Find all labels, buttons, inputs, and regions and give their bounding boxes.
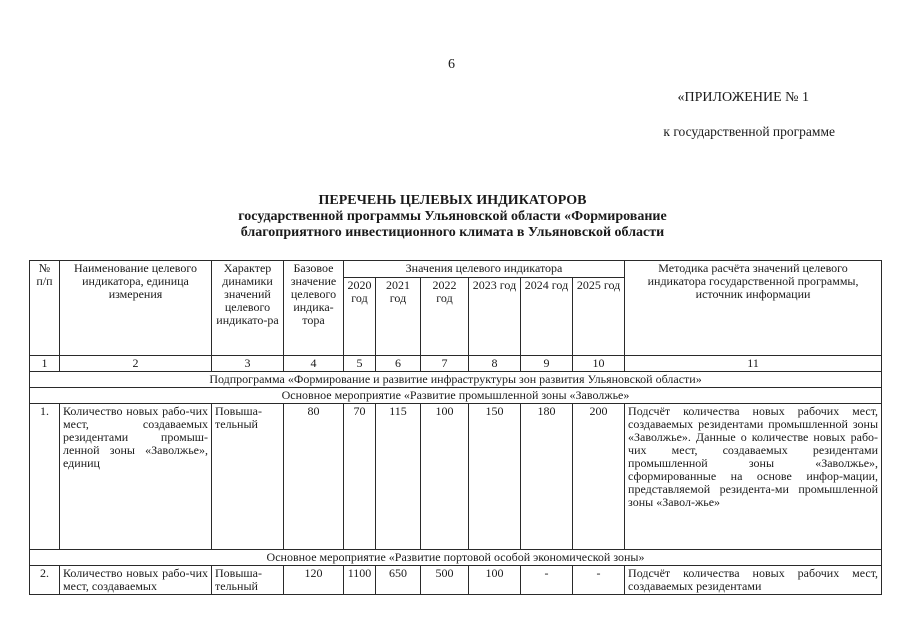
row-value: 650 bbox=[376, 566, 421, 595]
row-base: 120 bbox=[284, 566, 344, 595]
column-number: 10 bbox=[573, 356, 625, 372]
header-base: Базовое значение целевого индика-тора bbox=[284, 261, 344, 356]
row-name: Количество новых рабо-чих мест, создаваемых резидентами промыш-ленной зоны «Заволжье», единиц bbox=[60, 404, 212, 550]
row-num: 1. bbox=[30, 404, 60, 550]
row-value: 500 bbox=[421, 566, 469, 595]
header-year: 2025 год bbox=[573, 278, 625, 356]
row-base: 80 bbox=[284, 404, 344, 550]
header-year: 2020 год bbox=[344, 278, 376, 356]
header-year: 2022 год bbox=[421, 278, 469, 356]
activity-row bbox=[30, 550, 882, 566]
appendix-title: «ПРИЛОЖЕНИЕ № 1 bbox=[677, 90, 809, 105]
activity-row bbox=[30, 388, 882, 404]
activity-title: Основное мероприятие «Развитие портовой особой экономической зоны» bbox=[30, 550, 882, 566]
appendix-subtitle: к государственной программе bbox=[663, 124, 835, 139]
row-value: 100 bbox=[469, 566, 521, 595]
table-row bbox=[30, 566, 882, 595]
header-year: 2024 год bbox=[521, 278, 573, 356]
document-title-line-2: государственной программы Ульяновской области «Формирование bbox=[238, 209, 667, 224]
column-number: 9 bbox=[521, 356, 573, 372]
document-title-line-1: ПЕРЕЧЕНЬ ЦЕЛЕВЫХ ИНДИКАТОРОВ bbox=[318, 193, 587, 208]
row-dynamics: Повыша-тельный bbox=[212, 404, 284, 550]
row-value: 70 bbox=[344, 404, 376, 550]
row-value: 1100 bbox=[344, 566, 376, 595]
row-value: 115 bbox=[376, 404, 421, 550]
page-number: 6 bbox=[448, 57, 455, 72]
row-num: 2. bbox=[30, 566, 60, 595]
subprogram-row bbox=[30, 372, 882, 388]
row-dynamics: Повыша-тельный bbox=[212, 566, 284, 595]
header-name: Наименование целевого индикатора, единица измерения bbox=[60, 261, 212, 356]
header-year: 2023 год bbox=[469, 278, 521, 356]
document-title bbox=[0, 193, 905, 241]
row-value: 180 bbox=[521, 404, 573, 550]
header-year: 2021 год bbox=[376, 278, 421, 356]
row-value: 150 bbox=[469, 404, 521, 550]
column-number: 1 bbox=[30, 356, 60, 372]
activity-title: Основное мероприятие «Развитие промышленной зоны «Заволжье» bbox=[30, 388, 882, 404]
row-value: 200 bbox=[573, 404, 625, 550]
column-number: 3 bbox=[212, 356, 284, 372]
column-number: 2 bbox=[60, 356, 212, 372]
column-number: 7 bbox=[421, 356, 469, 372]
header-dynamics: Характер динамики значений целевого индикато-ра bbox=[212, 261, 284, 356]
table-row bbox=[30, 404, 882, 550]
row-method: Подсчёт количества новых рабочих мест, создаваемых резидентами bbox=[625, 566, 882, 595]
row-value: 100 bbox=[421, 404, 469, 550]
subprogram-title: Подпрограмма «Формирование и развитие инфраструктуры зон развития Ульяновской области» bbox=[30, 372, 882, 388]
column-number-row bbox=[30, 356, 882, 372]
row-name: Количество новых рабо-чих мест, создаваемых bbox=[60, 566, 212, 595]
header-row-top bbox=[30, 261, 882, 278]
column-number: 11 bbox=[625, 356, 882, 372]
row-value: - bbox=[521, 566, 573, 595]
header-method: Методика расчёта значений целевого индикатора государственной программы, источник информации bbox=[625, 261, 882, 356]
header-num: № п/п bbox=[30, 261, 60, 356]
header-values-group: Значения целевого индикатора bbox=[344, 261, 625, 278]
indicators-table bbox=[29, 260, 882, 595]
row-value: - bbox=[573, 566, 625, 595]
column-number: 5 bbox=[344, 356, 376, 372]
document-title-line-3: благоприятного инвестиционного климата в Ульяновской области bbox=[240, 225, 665, 240]
column-number: 6 bbox=[376, 356, 421, 372]
row-method: Подсчёт количества новых рабочих мест, создаваемых резидентами промышленной зоны «Заволжье». Данные о количестве новых рабо-чих мест, создаваемых резидентами промышленной зоны «Заволжье», сформированные на основе инфор-мации, представляемой резидента-ми промышленной зоны «Завол-жье» bbox=[625, 404, 882, 550]
column-number: 8 bbox=[469, 356, 521, 372]
column-number: 4 bbox=[284, 356, 344, 372]
